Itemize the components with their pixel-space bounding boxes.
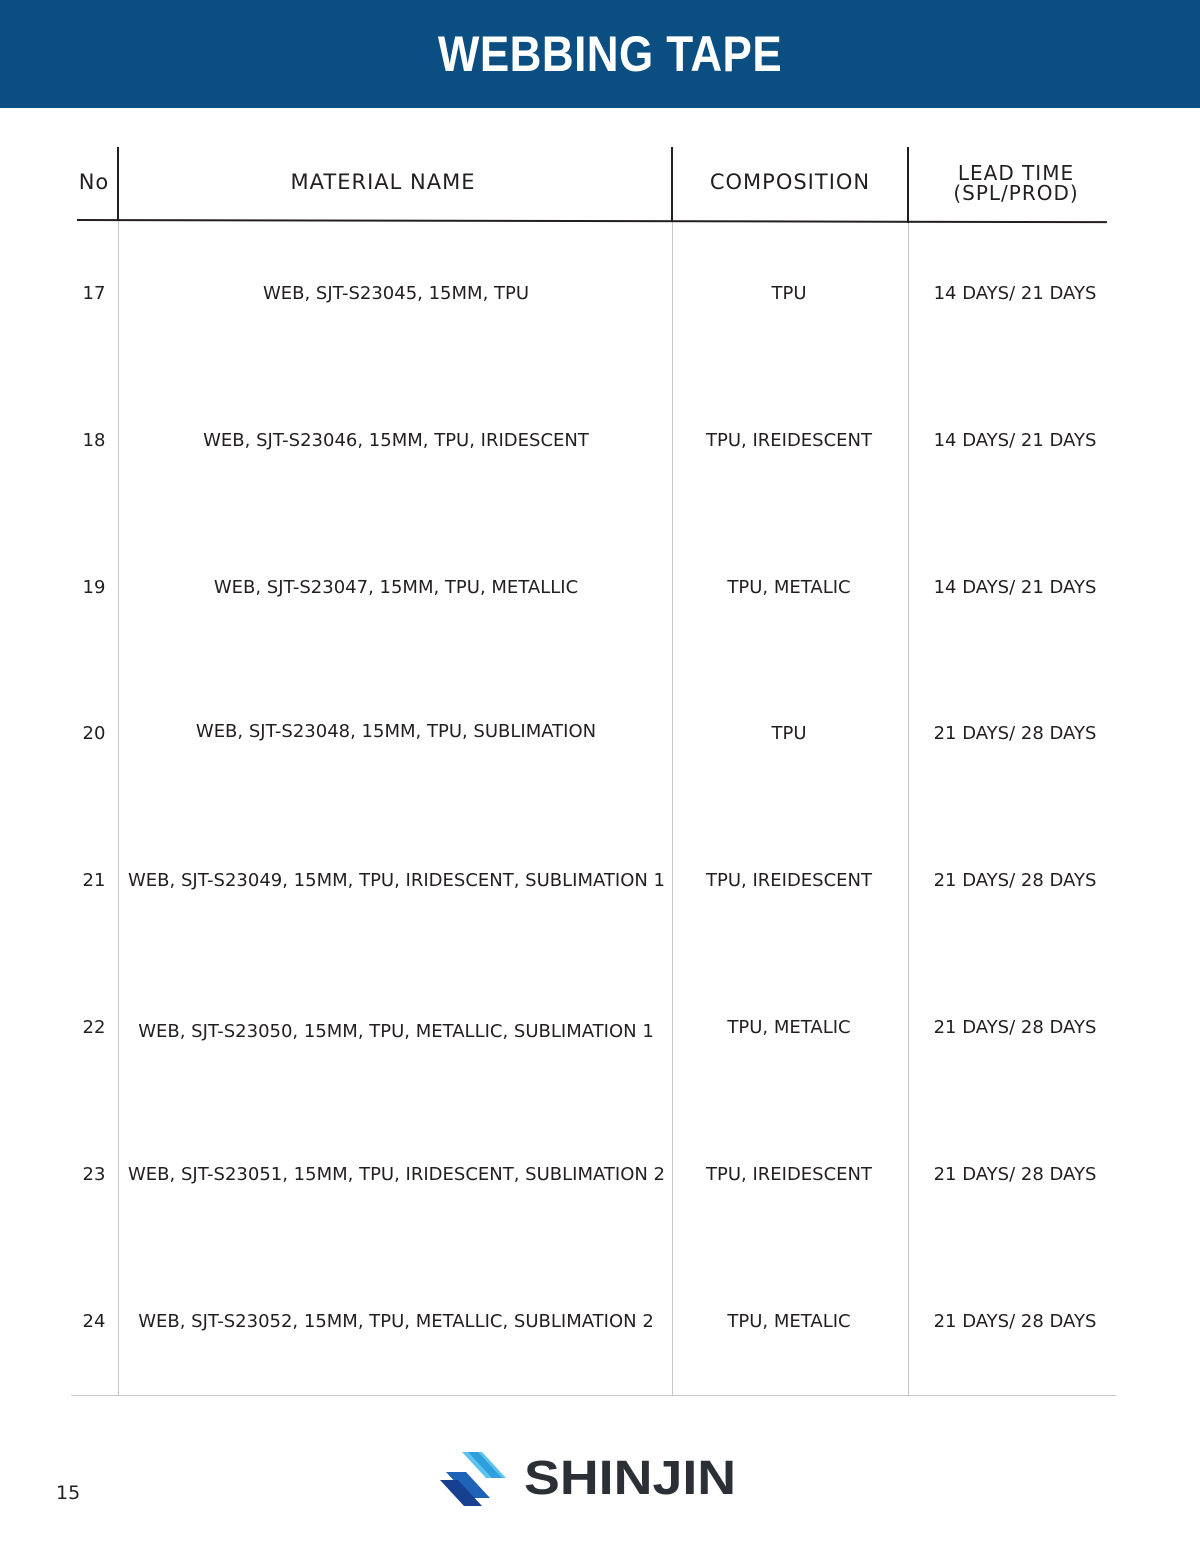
row-lead-time: 14 DAYS/ 21 DAYS xyxy=(933,283,1097,304)
header-material-name: MATERIAL NAME xyxy=(290,170,476,194)
column-divider xyxy=(672,222,673,1395)
row-composition: TPU xyxy=(771,723,807,744)
row-no: 23 xyxy=(82,1164,106,1185)
row-no: 19 xyxy=(82,577,106,598)
row-material: WEB, SJT-S23049, 15MM, TPU, IRIDESCENT, SUBLIMATION 1 xyxy=(128,870,666,891)
header-lead-time-line1: LEAD TIME xyxy=(957,161,1075,185)
header-composition: COMPOSITION xyxy=(709,170,871,194)
column-divider xyxy=(908,223,909,1395)
brand-name: SHINJIN xyxy=(524,1452,737,1505)
row-no: 18 xyxy=(82,430,106,451)
row-material: WEB, SJT-S23050, 15MM, TPU, METALLIC, SUBLIMATION 1 xyxy=(138,1021,654,1042)
row-composition: TPU xyxy=(771,283,807,304)
header-lead-time xyxy=(908,163,1124,203)
header-underline xyxy=(77,219,1107,223)
header-no: No xyxy=(78,170,110,194)
row-lead-time: 21 DAYS/ 28 DAYS xyxy=(933,1017,1097,1038)
row-lead-time: 21 DAYS/ 28 DAYS xyxy=(933,1164,1097,1185)
row-material: WEB, SJT-S23052, 15MM, TPU, METALLIC, SUBLIMATION 2 xyxy=(138,1311,654,1332)
page-number: 15 xyxy=(56,1482,81,1504)
brand-logo xyxy=(438,1446,748,1512)
column-divider xyxy=(118,221,119,1395)
page-title: WEBBING TAPE xyxy=(437,26,783,82)
table-bottom-border xyxy=(71,1395,1116,1396)
row-composition: TPU, METALIC xyxy=(727,1017,851,1038)
row-lead-time: 14 DAYS/ 21 DAYS xyxy=(933,577,1097,598)
row-no: 21 xyxy=(82,870,106,891)
row-composition: TPU, IREIDESCENT xyxy=(705,1164,873,1185)
shinjin-logo-icon xyxy=(438,1446,514,1512)
row-lead-time: 21 DAYS/ 28 DAYS xyxy=(933,723,1097,744)
row-composition: TPU, IREIDESCENT xyxy=(705,430,873,451)
row-material: WEB, SJT-S23045, 15MM, TPU xyxy=(262,283,530,304)
row-no: 24 xyxy=(82,1311,106,1332)
row-lead-time: 21 DAYS/ 28 DAYS xyxy=(933,1311,1097,1332)
row-no: 20 xyxy=(82,723,106,744)
header-lead-time-line2: (SPL/PROD) xyxy=(953,181,1079,205)
row-no: 17 xyxy=(82,283,106,304)
row-material: WEB, SJT-S23046, 15MM, TPU, IRIDESCENT xyxy=(203,430,589,451)
row-composition: TPU, METALIC xyxy=(727,577,851,598)
row-material: WEB, SJT-S23047, 15MM, TPU, METALLIC xyxy=(213,577,579,598)
row-lead-time: 21 DAYS/ 28 DAYS xyxy=(933,870,1097,891)
row-material: WEB, SJT-S23048, 15MM, TPU, SUBLIMATION xyxy=(195,721,597,742)
row-no: 22 xyxy=(82,1017,106,1038)
row-composition: TPU, IREIDESCENT xyxy=(705,870,873,891)
row-lead-time: 14 DAYS/ 21 DAYS xyxy=(933,430,1097,451)
row-composition: TPU, METALIC xyxy=(727,1311,851,1332)
row-material: WEB, SJT-S23051, 15MM, TPU, IRIDESCENT, SUBLIMATION 2 xyxy=(128,1164,666,1185)
